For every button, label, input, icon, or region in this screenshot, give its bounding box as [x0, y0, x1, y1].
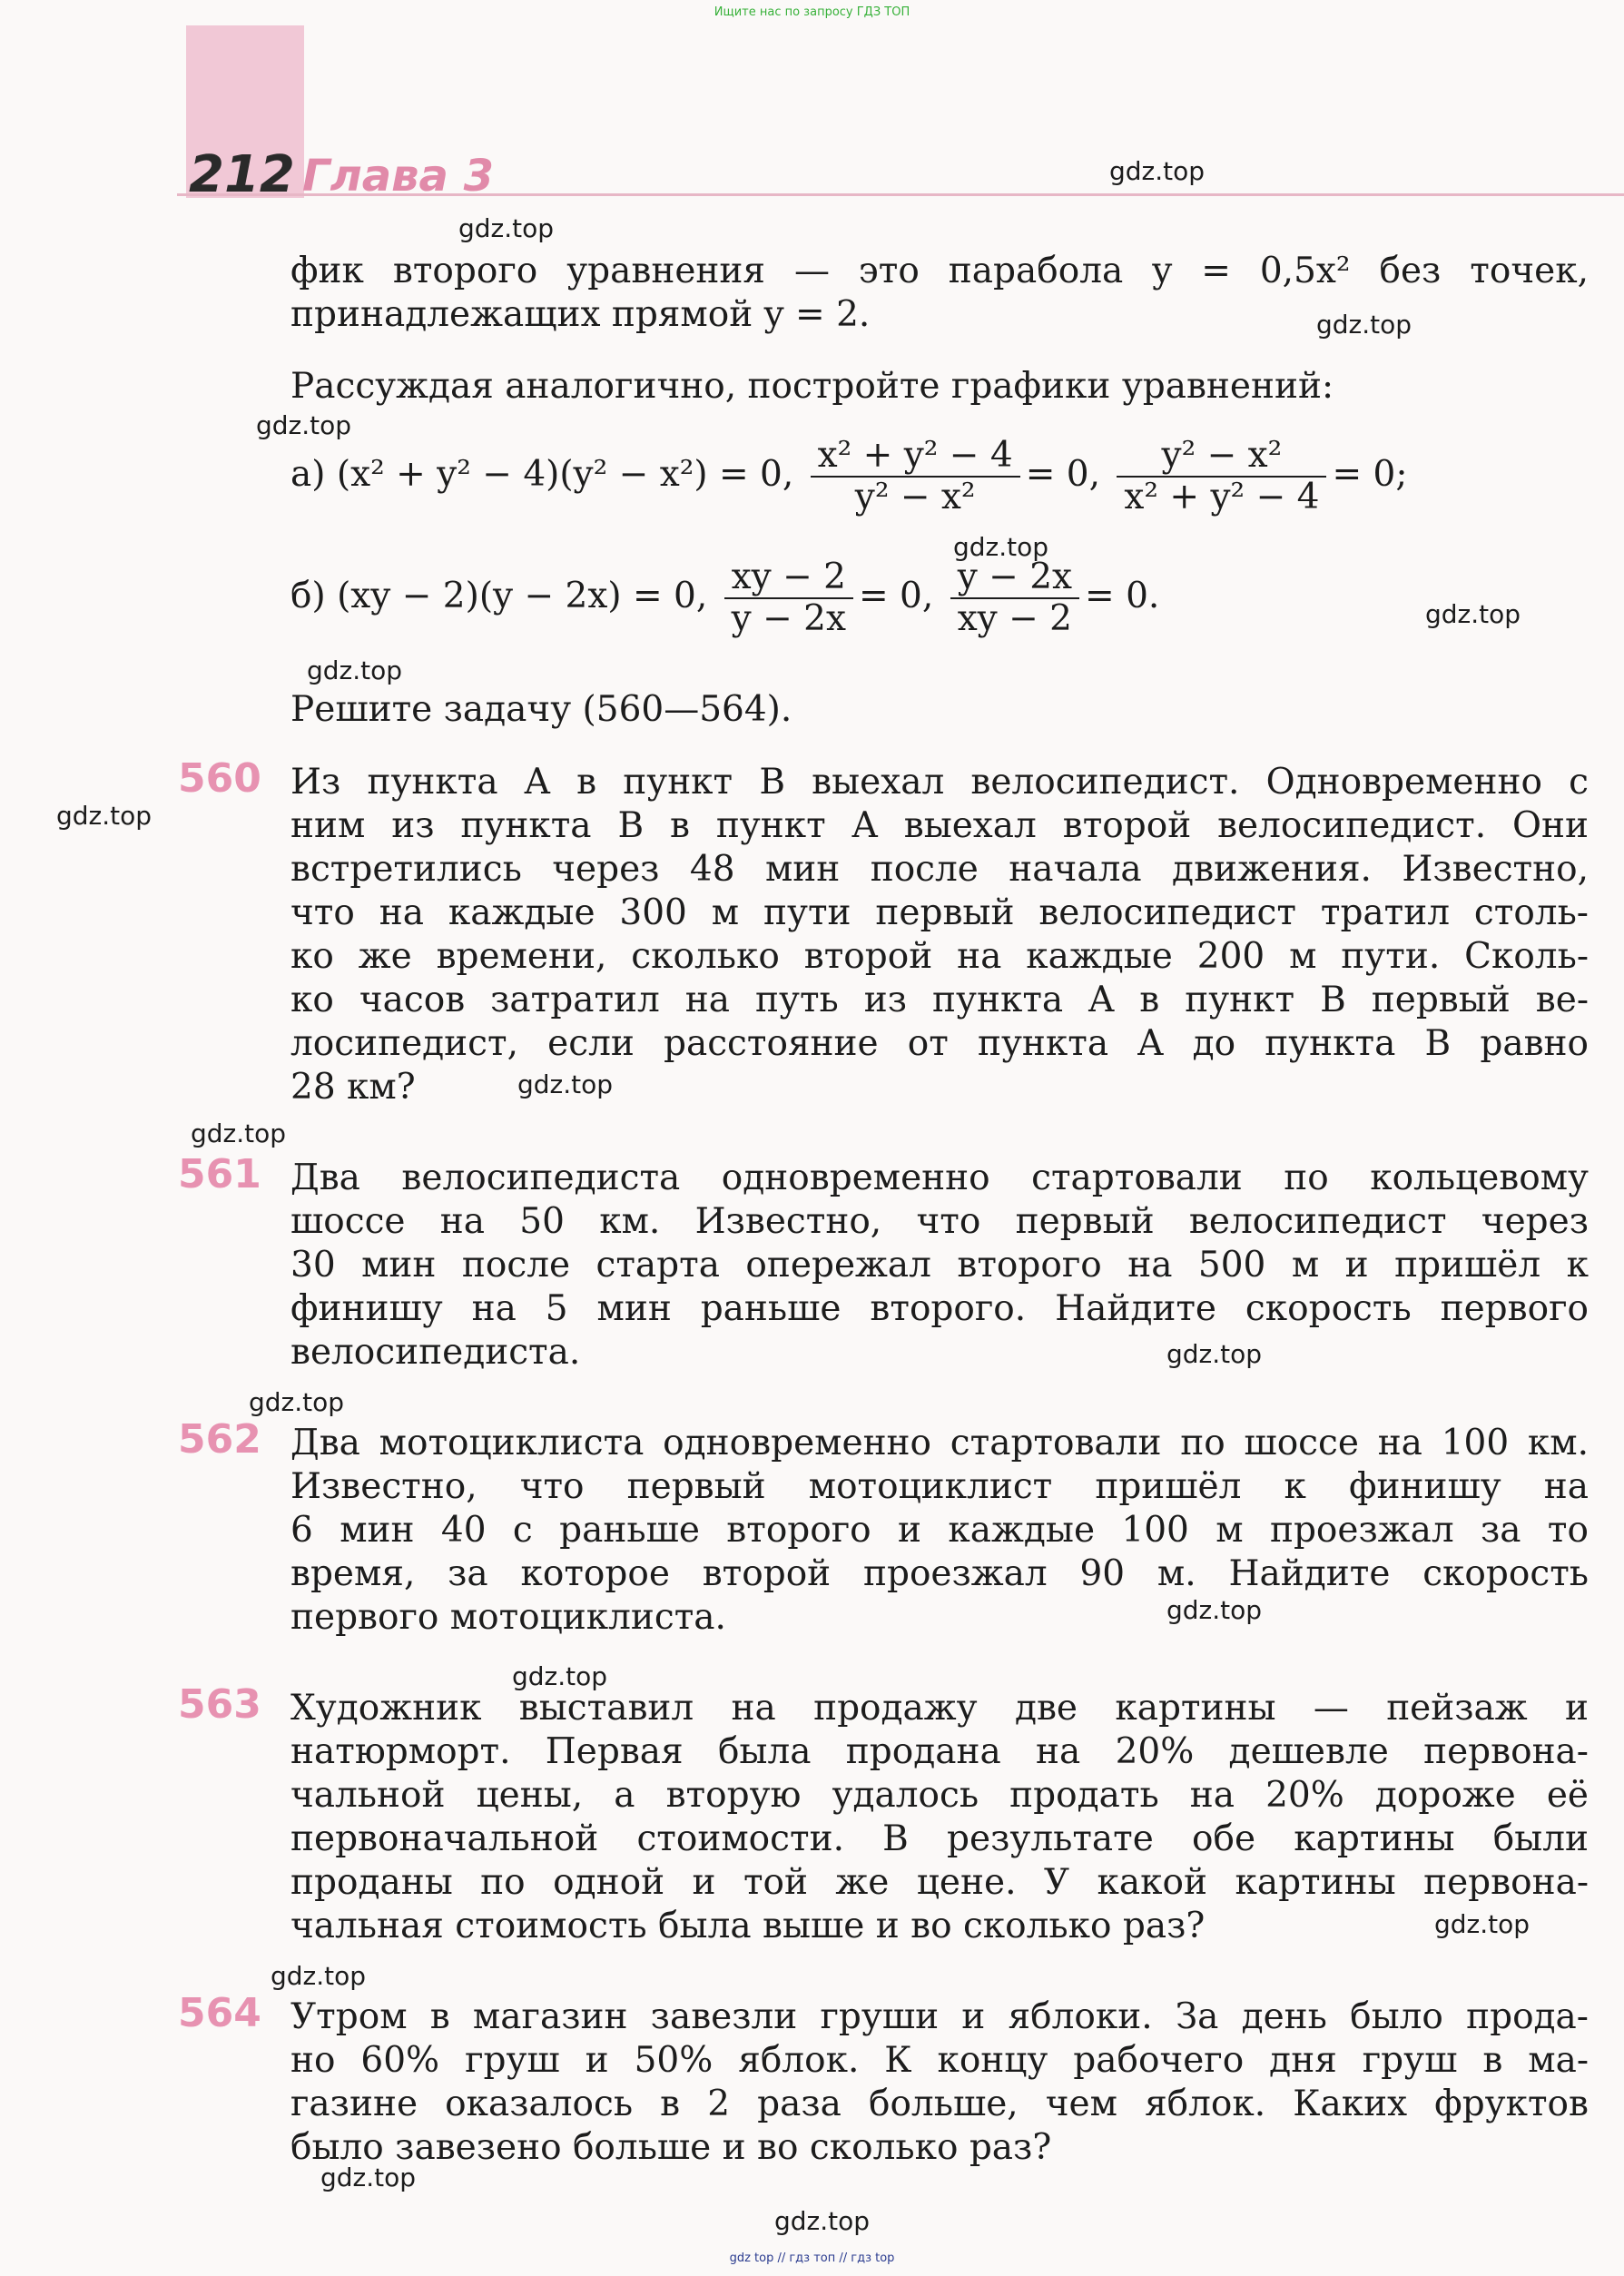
fraction-denominator: y − 2x [731, 598, 846, 639]
task-line: Художник выставил на продажу две картины — пейзаж и [290, 1688, 1589, 1729]
watermark: gdz.top [1425, 599, 1521, 629]
task-number: 562 [178, 1416, 261, 1463]
fraction-numerator: x² + y² − 4 [811, 436, 1020, 478]
fraction-numerator: y² − x² [1117, 436, 1326, 478]
task-line: газине оказалось в 2 раза больше, чем яблок. Каких фруктов [290, 2084, 1589, 2124]
watermark: gdz.top [517, 1069, 614, 1099]
watermark: gdz.top [512, 1661, 608, 1691]
task-line: первого мотоциклиста. [290, 1597, 726, 1638]
watermark: gdz.top [1166, 1339, 1263, 1369]
intro-line: фик второго уравнения — это парабола y = 0,5x² без точек, [290, 251, 1589, 291]
equals: = 0, [858, 576, 934, 616]
equation-b [290, 556, 1589, 646]
task-line: время, за которое второй проезжал 90 м. Найдите скорость [290, 1553, 1589, 1594]
equation-a [290, 434, 1589, 525]
task-line: 28 км? [290, 1067, 416, 1108]
task-line: чальная стоимость была выше и во сколько раз? [290, 1906, 1206, 1946]
task-line: что на каждые 300 м пути первый велосипедист тратил столь- [290, 892, 1589, 933]
fraction-numerator: y − 2x [950, 557, 1079, 599]
task-line: 30 мин после старта опережал второго на 500 м и пришёл к [290, 1245, 1589, 1286]
intro-line: принадлежащих прямой y = 2. [290, 294, 871, 335]
watermark: gdz.top [953, 532, 1049, 562]
bottom-note: gdz top // гдз топ // гдз top [729, 2251, 895, 2265]
watermark: gdz.top [249, 1387, 345, 1417]
task-line: встретились через 48 мин после начала движения. Известно, [290, 849, 1589, 890]
task-line: лосипедист, если расстояние от пункта A до пункта B равно [290, 1023, 1589, 1064]
task-line: ко часов затратил на путь из пункта A в пункт B первый ве- [290, 980, 1589, 1020]
task-line: финишу на 5 мин раньше второго. Найдите скорость первого [290, 1288, 1589, 1329]
task-line: натюрморт. Первая была продана на 20% дешевле первона- [290, 1731, 1589, 1772]
top-note: Ищите нас по запросу ГДЗ ТОП [714, 5, 910, 19]
task-line: чальной цены, а вторую удалось продать на 20% дороже её [290, 1775, 1589, 1816]
watermark: gdz.top [1434, 1909, 1530, 1939]
watermark: gdz.top [56, 801, 153, 831]
fraction-numerator: xy − 2 [724, 557, 853, 599]
watermark: gdz.top [256, 410, 352, 440]
watermark: gdz.top [320, 2163, 417, 2192]
equals: = 0; [1332, 454, 1408, 495]
watermark: gdz.top [1166, 1595, 1263, 1625]
task-number: 561 [178, 1151, 261, 1197]
fraction [950, 557, 1079, 639]
watermark: gdz.top [458, 213, 555, 243]
task-line: но 60% груш и 50% яблок. К концу рабочего дня груш в ма- [290, 2040, 1589, 2081]
watermark: gdz.top [1316, 310, 1412, 340]
watermark: gdz.top [307, 655, 403, 685]
task-line: Утром в магазин завезли груши и яблоки. За день было прода- [290, 1996, 1589, 2037]
task-line: шоссе на 50 км. Известно, что первый велосипедист через [290, 1201, 1589, 1242]
watermark: gdz.top [1109, 156, 1206, 186]
watermark: gdz.top [774, 2206, 871, 2236]
equation-a-product: а) (x² + y² − 4)(y² − x²) = 0, [290, 454, 794, 495]
equals: = 0. [1085, 576, 1160, 616]
equation-b-product: б) (xy − 2)(y − 2x) = 0, [290, 576, 708, 616]
fraction-denominator: y² − x² [854, 477, 976, 517]
instruction: Рассуждая аналогично, постройте графики уравнений: [290, 366, 1334, 407]
task-number: 563 [178, 1681, 261, 1728]
task-line: 6 мин 40 с раньше второго и каждые 100 м проезжал за то [290, 1510, 1589, 1551]
chapter-title: Глава 3 [302, 151, 495, 202]
equals: = 0, [1025, 454, 1100, 495]
task-number: 560 [178, 755, 261, 802]
fraction [811, 436, 1020, 517]
task-line: велосипедиста. [290, 1332, 581, 1373]
task-line: Два мотоциклиста одновременно стартовали по шоссе на 100 км. [290, 1423, 1589, 1463]
task-line: первоначальной стоимости. В результате обе картины были [290, 1818, 1589, 1859]
fraction-denominator: xy − 2 [957, 598, 1072, 639]
solve-instruction: Решите задачу (560—564). [290, 689, 792, 730]
task-line: ним из пункта B в пункт A выехал второй велосипедист. Они [290, 805, 1589, 846]
page-number: 212 [189, 145, 295, 204]
fraction-denominator: x² + y² − 4 [1124, 477, 1320, 517]
task-line: проданы по одной и той же цене. У какой картины первона- [290, 1862, 1589, 1903]
task-line: Из пункта A в пункт B выехал велосипедист. Одновременно с [290, 762, 1589, 803]
task-line: ко же времени, сколько второй на каждые 200 м пути. Сколь- [290, 936, 1589, 977]
task-line: было завезено больше и во сколько раз? [290, 2127, 1052, 2168]
fraction [1117, 436, 1326, 517]
watermark: gdz.top [191, 1118, 287, 1148]
task-line: Два велосипедиста одновременно стартовали по кольцевому [290, 1158, 1589, 1198]
watermark: gdz.top [271, 1961, 367, 1991]
fraction [724, 557, 853, 639]
task-line: Известно, что первый мотоциклист пришёл к финишу на [290, 1466, 1589, 1507]
task-number: 564 [178, 1990, 261, 2036]
